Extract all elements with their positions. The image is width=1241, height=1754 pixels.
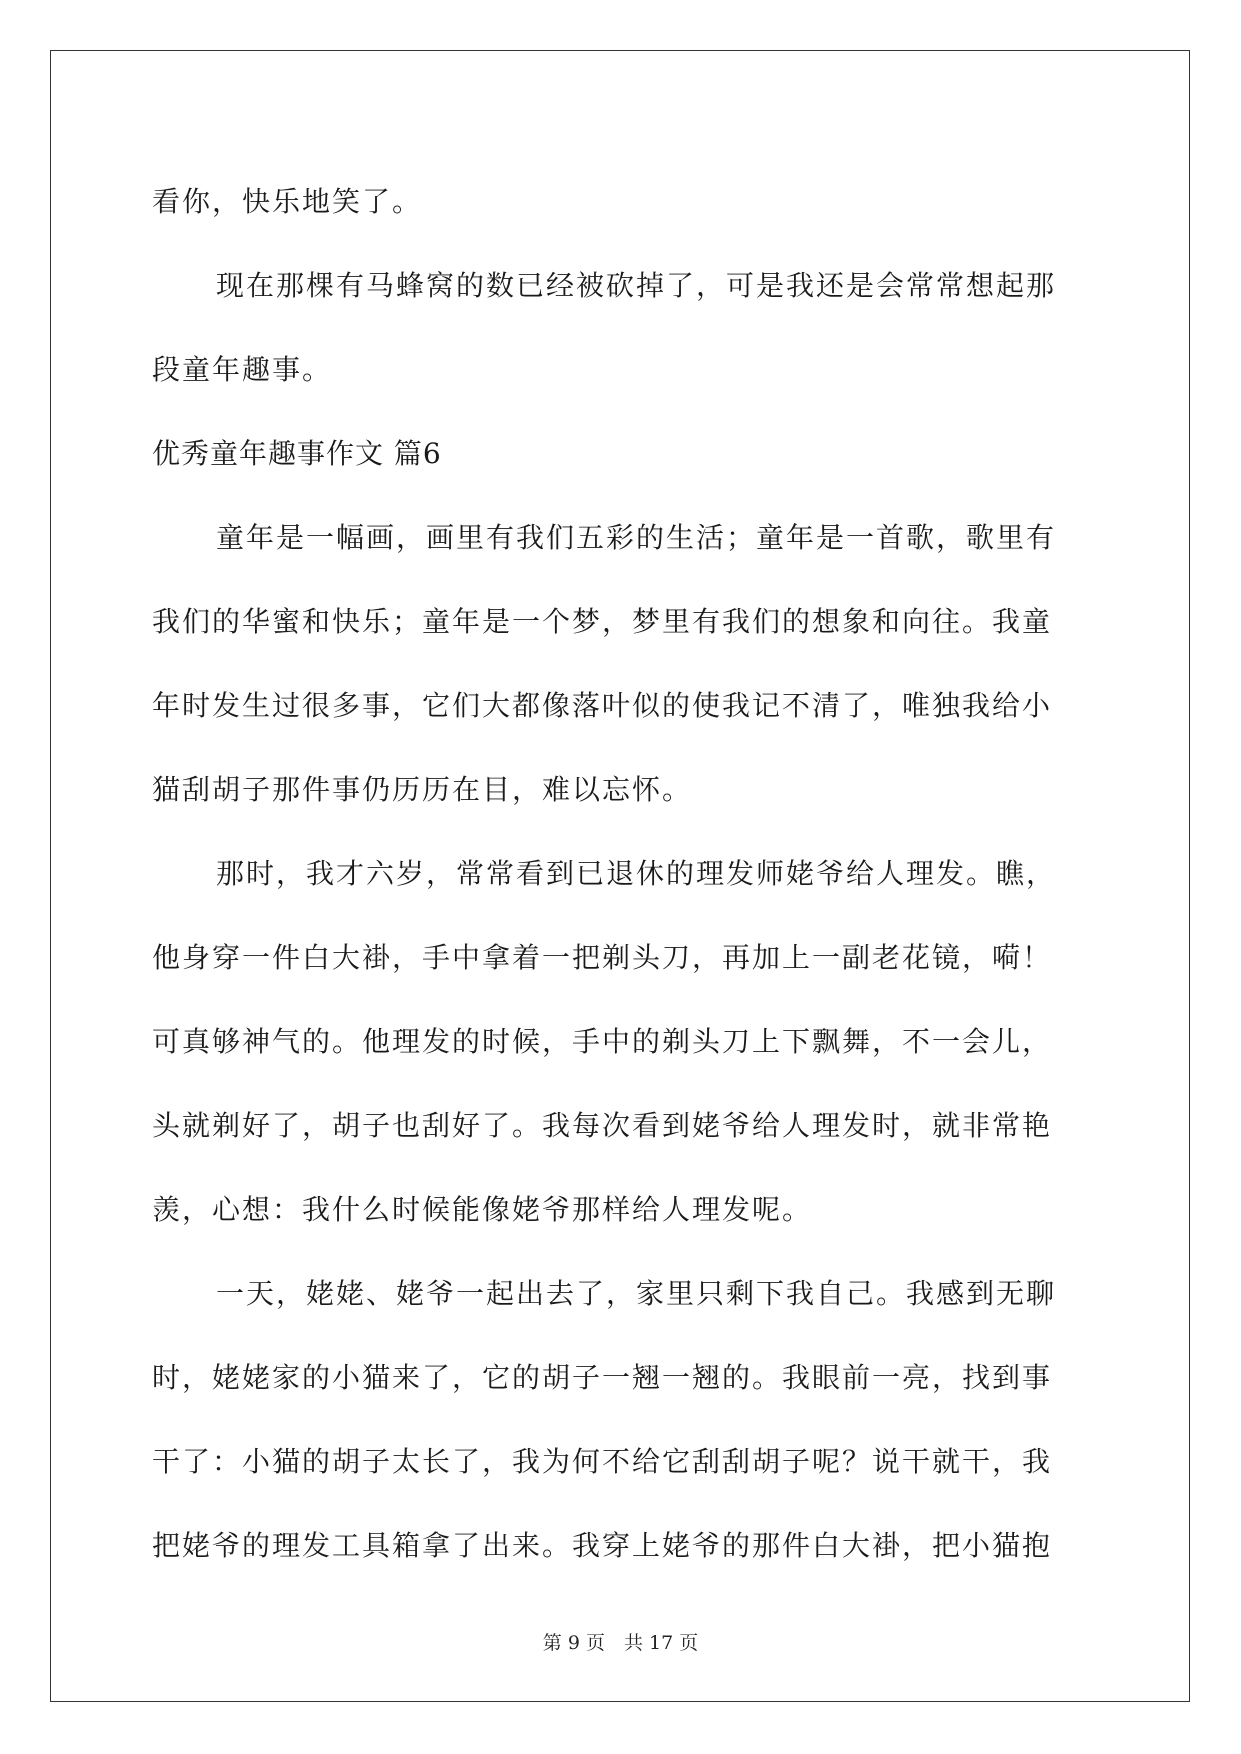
text-line: 他身穿一件白大褂，手中拿着一把剃头刀，再加上一副老花镜，嗬！ <box>152 941 1053 974</box>
document-body <box>152 160 1092 1588</box>
text-line: 童年是一幅画，画里有我们五彩的生活；童年是一首歌，歌里有 <box>216 521 1057 554</box>
text-line: 那时，我才六岁，常常看到已退休的理发师姥爷给人理发。瞧， <box>216 857 1057 890</box>
text-line: 猫刮胡子那件事仍历历在目，难以忘怀。 <box>152 773 693 806</box>
page-number: 第 9 页 共 17 页 <box>542 1632 699 1654</box>
text-line: 时，姥姥家的小猫来了，它的胡子一翘一翘的。我眼前一亮，找到事 <box>152 1361 1053 1394</box>
text-line: 可真够神气的。他理发的时候，手中的剃头刀上下飘舞，不一会儿， <box>152 1025 1053 1058</box>
text-line: 看你，快乐地笑了。 <box>152 185 423 218</box>
text-line: 段童年趣事。 <box>152 353 333 386</box>
section-heading: 优秀童年趣事作文 篇6 <box>152 437 442 470</box>
text-line: 头就剃好了，胡子也刮好了。我每次看到姥爷给人理发时，就非常艳 <box>152 1109 1053 1142</box>
text-line: 现在那棵有马蜂窝的数已经被砍掉了，可是我还是会常常想起那 <box>216 269 1057 302</box>
text-line: 年时发生过很多事，它们大都像落叶似的使我记不清了，唯独我给小 <box>152 689 1053 722</box>
text-line: 我们的华蜜和快乐；童年是一个梦，梦里有我们的想象和向往。我童 <box>152 605 1053 638</box>
text-line: 把姥爷的理发工具箱拿了出来。我穿上姥爷的那件白大褂，把小猫抱 <box>152 1529 1053 1562</box>
text-line: 羡，心想：我什么时候能像姥爷那样给人理发呢。 <box>152 1193 813 1226</box>
text-line: 干了：小猫的胡子太长了，我为何不给它刮刮胡子呢？说干就干，我 <box>152 1445 1053 1478</box>
text-line: 一天，姥姥、姥爷一起出去了，家里只剩下我自己。我感到无聊 <box>216 1277 1057 1310</box>
